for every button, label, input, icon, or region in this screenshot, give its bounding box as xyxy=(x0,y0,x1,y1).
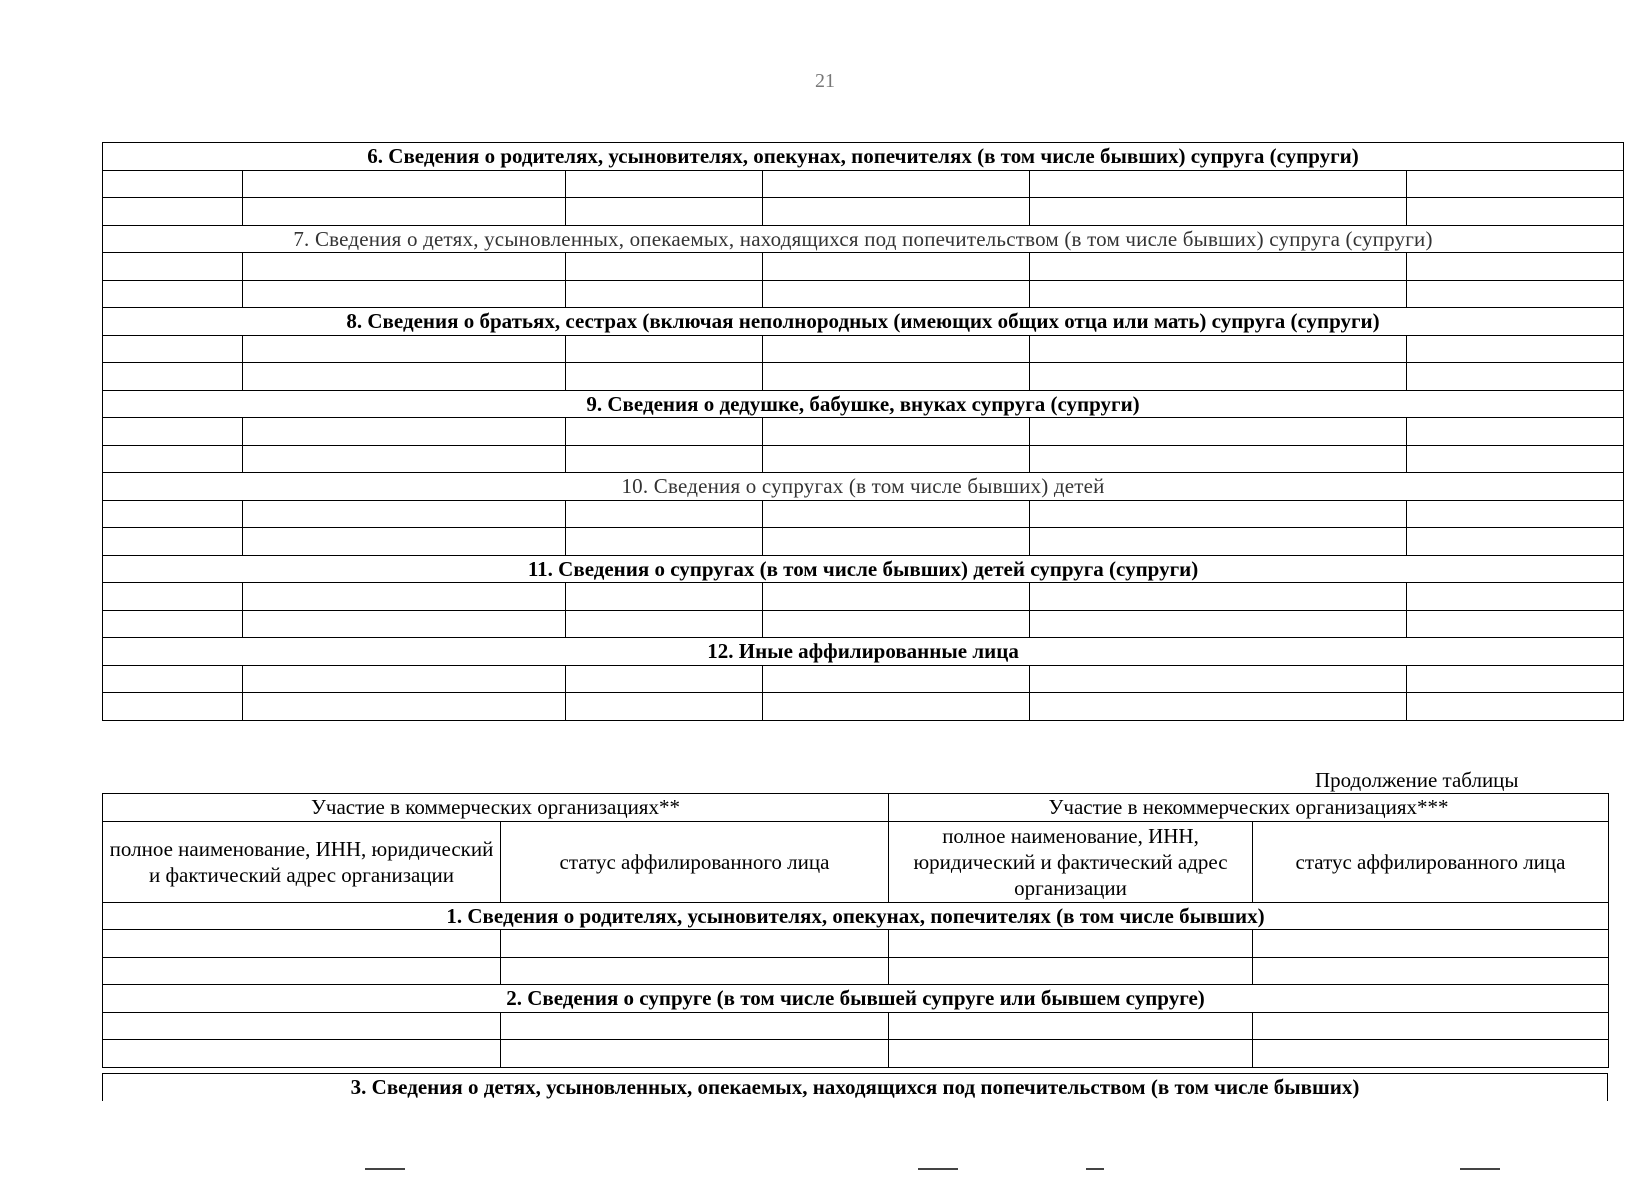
table-cell[interactable] xyxy=(103,253,243,281)
section-title-row xyxy=(103,390,1624,418)
table-cell[interactable] xyxy=(763,528,1030,556)
table-row xyxy=(103,693,1624,721)
table-cell[interactable] xyxy=(566,170,763,198)
table-cell[interactable] xyxy=(1030,583,1407,611)
table-cell[interactable] xyxy=(103,610,243,638)
table-cell[interactable] xyxy=(763,363,1030,391)
table-cell[interactable] xyxy=(1407,610,1624,638)
section-title: 8. Сведения о братьях, сестрах (включая неполнородных (имеющих общих отца или мать) супруга (супруги) xyxy=(103,308,1624,336)
table-cell[interactable] xyxy=(763,418,1030,446)
table-cell[interactable] xyxy=(1407,583,1624,611)
table-cell[interactable] xyxy=(1253,930,1609,958)
table-cell[interactable] xyxy=(1407,445,1624,473)
section-title-row xyxy=(103,985,1609,1013)
section-title: 1. Сведения о родителях, усыновителях, опекунах, попечителях (в том числе бывших) xyxy=(103,902,1609,930)
table-cell[interactable] xyxy=(763,198,1030,226)
table-cell[interactable] xyxy=(243,363,566,391)
org-details-column-header: полное наименование, ИНН, юридический и фактический адрес организации xyxy=(103,821,501,902)
group-header-row xyxy=(103,794,1609,822)
table-cell[interactable] xyxy=(1253,1012,1609,1040)
affiliate-status-column-header: статус аффилированного лица xyxy=(501,821,889,902)
affiliate-status-column-header: статус аффилированного лица xyxy=(1253,821,1609,902)
section-title-row xyxy=(103,902,1609,930)
table-cell[interactable] xyxy=(1407,418,1624,446)
table-cell[interactable] xyxy=(566,665,763,693)
table-cell[interactable] xyxy=(103,335,243,363)
table-cell[interactable] xyxy=(243,583,566,611)
table-row xyxy=(103,445,1624,473)
affiliates-table-top xyxy=(102,142,1624,721)
table-cell[interactable] xyxy=(1030,528,1407,556)
section-title-row xyxy=(103,555,1624,583)
table-row xyxy=(103,363,1624,391)
table-row xyxy=(103,198,1624,226)
table-row xyxy=(103,583,1624,611)
table-cell[interactable] xyxy=(1407,665,1624,693)
table-cell[interactable] xyxy=(243,418,566,446)
section-title: 11. Сведения о супругах (в том числе бывших) детей супруга (супруги) xyxy=(103,555,1624,583)
table-cell[interactable] xyxy=(243,280,566,308)
table-cell[interactable] xyxy=(1030,198,1407,226)
table-cell[interactable] xyxy=(243,445,566,473)
table-cell[interactable] xyxy=(566,445,763,473)
scan-mark xyxy=(1086,1168,1104,1170)
table-cell[interactable] xyxy=(501,1012,889,1040)
table-cell[interactable] xyxy=(103,363,243,391)
table-cell[interactable] xyxy=(243,665,566,693)
table-cell[interactable] xyxy=(103,280,243,308)
table-cell[interactable] xyxy=(1407,253,1624,281)
table-cell[interactable] xyxy=(889,1012,1253,1040)
table-cell[interactable] xyxy=(1407,198,1624,226)
table-cell[interactable] xyxy=(763,693,1030,721)
table-cell[interactable] xyxy=(501,957,889,985)
table-cell[interactable] xyxy=(889,957,1253,985)
section-title: 2. Сведения о супруге (в том числе бывшей супруге или бывшем супруге) xyxy=(103,985,1609,1013)
section-title: 3. Сведения о детях, усыновленных, опекаемых, находящихся под попечительством (в том числе бывших) xyxy=(102,1073,1608,1101)
table-cell[interactable] xyxy=(243,253,566,281)
table-cell[interactable] xyxy=(566,500,763,528)
org-details-column-header: полное наименование, ИНН, юридический и фактический адрес организации xyxy=(889,821,1253,902)
table-cell[interactable] xyxy=(566,418,763,446)
section-title: 6. Сведения о родителях, усыновителях, опекунах, попечителях (в том числе бывших) супруга (супруги) xyxy=(103,143,1624,171)
table-cell[interactable] xyxy=(243,198,566,226)
table-cell[interactable] xyxy=(103,665,243,693)
table-cell[interactable] xyxy=(243,170,566,198)
table-cell[interactable] xyxy=(1407,170,1624,198)
section-title-row xyxy=(103,638,1624,666)
table-cell[interactable] xyxy=(243,610,566,638)
table-cell[interactable] xyxy=(763,583,1030,611)
table-cell[interactable] xyxy=(103,528,243,556)
table-cell[interactable] xyxy=(103,957,501,985)
section-title-row xyxy=(103,143,1624,171)
table-cell[interactable] xyxy=(1030,253,1407,281)
section-title-row xyxy=(103,225,1624,253)
section-title-row xyxy=(103,308,1624,336)
table-row xyxy=(103,528,1624,556)
table-cell[interactable] xyxy=(103,693,243,721)
table-cell[interactable] xyxy=(566,280,763,308)
table-cell[interactable] xyxy=(566,693,763,721)
section-title: 10. Сведения о супругах (в том числе бывших) детей xyxy=(103,473,1624,501)
table-cell[interactable] xyxy=(501,930,889,958)
table-cell[interactable] xyxy=(243,500,566,528)
table-cell[interactable] xyxy=(243,528,566,556)
table-cell[interactable] xyxy=(103,418,243,446)
table-cell[interactable] xyxy=(103,170,243,198)
table-cell[interactable] xyxy=(1030,363,1407,391)
table-cell[interactable] xyxy=(763,253,1030,281)
table-cell[interactable] xyxy=(1030,610,1407,638)
table-cell[interactable] xyxy=(763,280,1030,308)
scan-mark xyxy=(918,1168,958,1170)
noncommercial-orgs-header: Участие в некоммерческих организациях*** xyxy=(889,794,1609,822)
table-cell[interactable] xyxy=(566,253,763,281)
table-cell[interactable] xyxy=(1407,528,1624,556)
table-cell[interactable] xyxy=(763,445,1030,473)
commercial-orgs-header: Участие в коммерческих организациях** xyxy=(103,794,889,822)
table-cell[interactable] xyxy=(763,500,1030,528)
column-header-row xyxy=(103,821,1609,902)
table-cell[interactable] xyxy=(566,363,763,391)
table-cell[interactable] xyxy=(1407,335,1624,363)
table-row xyxy=(103,170,1624,198)
section-title-row xyxy=(103,473,1624,501)
table-cell[interactable] xyxy=(1407,280,1624,308)
table-cell[interactable] xyxy=(1030,170,1407,198)
table-cell[interactable] xyxy=(103,1012,501,1040)
table-cell[interactable] xyxy=(103,930,501,958)
table-cell[interactable] xyxy=(103,445,243,473)
table-cell[interactable] xyxy=(243,335,566,363)
table-cell[interactable] xyxy=(889,1040,1253,1068)
table-cell[interactable] xyxy=(566,335,763,363)
table-row xyxy=(103,500,1624,528)
table-cell[interactable] xyxy=(566,198,763,226)
continuation-label: Продолжение таблицы xyxy=(1315,768,1519,792)
table-row xyxy=(103,335,1624,363)
table-cell[interactable] xyxy=(1030,500,1407,528)
table-cell[interactable] xyxy=(1030,418,1407,446)
table-cell[interactable] xyxy=(1253,957,1609,985)
section-title: 12. Иные аффилированные лица xyxy=(103,638,1624,666)
table-cell[interactable] xyxy=(1253,1040,1609,1068)
table-cell[interactable] xyxy=(103,500,243,528)
table-cell[interactable] xyxy=(566,528,763,556)
table-row xyxy=(103,610,1624,638)
table-cell[interactable] xyxy=(763,170,1030,198)
table-cell[interactable] xyxy=(1030,335,1407,363)
table-cell[interactable] xyxy=(1030,280,1407,308)
section-title: 9. Сведения о дедушке, бабушке, внуках супруга (супруги) xyxy=(103,390,1624,418)
table-cell[interactable] xyxy=(501,1040,889,1068)
table-row xyxy=(103,665,1624,693)
table-cell[interactable] xyxy=(1407,693,1624,721)
table-cell[interactable] xyxy=(1030,445,1407,473)
table-cell[interactable] xyxy=(1407,500,1624,528)
table-cell[interactable] xyxy=(1407,363,1624,391)
table-cell[interactable] xyxy=(1030,665,1407,693)
table-cell[interactable] xyxy=(763,610,1030,638)
table-row xyxy=(103,280,1624,308)
scan-mark xyxy=(365,1168,405,1170)
table-cell[interactable] xyxy=(889,930,1253,958)
table-cell[interactable] xyxy=(763,335,1030,363)
table-cell[interactable] xyxy=(103,1040,501,1068)
table-row xyxy=(103,957,1609,985)
section-title: 7. Сведения о детях, усыновленных, опекаемых, находящихся под попечительством (в том числе бывших) супруга (супруги) xyxy=(103,225,1624,253)
table-cell[interactable] xyxy=(566,583,763,611)
table-cell[interactable] xyxy=(1030,693,1407,721)
table-row xyxy=(103,1012,1609,1040)
table-cell[interactable] xyxy=(243,693,566,721)
table-cell[interactable] xyxy=(763,665,1030,693)
page-number: 21 xyxy=(815,70,835,92)
table-cell[interactable] xyxy=(103,583,243,611)
table-row xyxy=(103,253,1624,281)
table-row xyxy=(103,418,1624,446)
table-row xyxy=(103,1040,1609,1068)
scan-mark xyxy=(1460,1168,1500,1170)
affiliates-table-bottom xyxy=(102,793,1609,1068)
table-cell[interactable] xyxy=(566,610,763,638)
table-row xyxy=(103,930,1609,958)
table-cell[interactable] xyxy=(103,198,243,226)
